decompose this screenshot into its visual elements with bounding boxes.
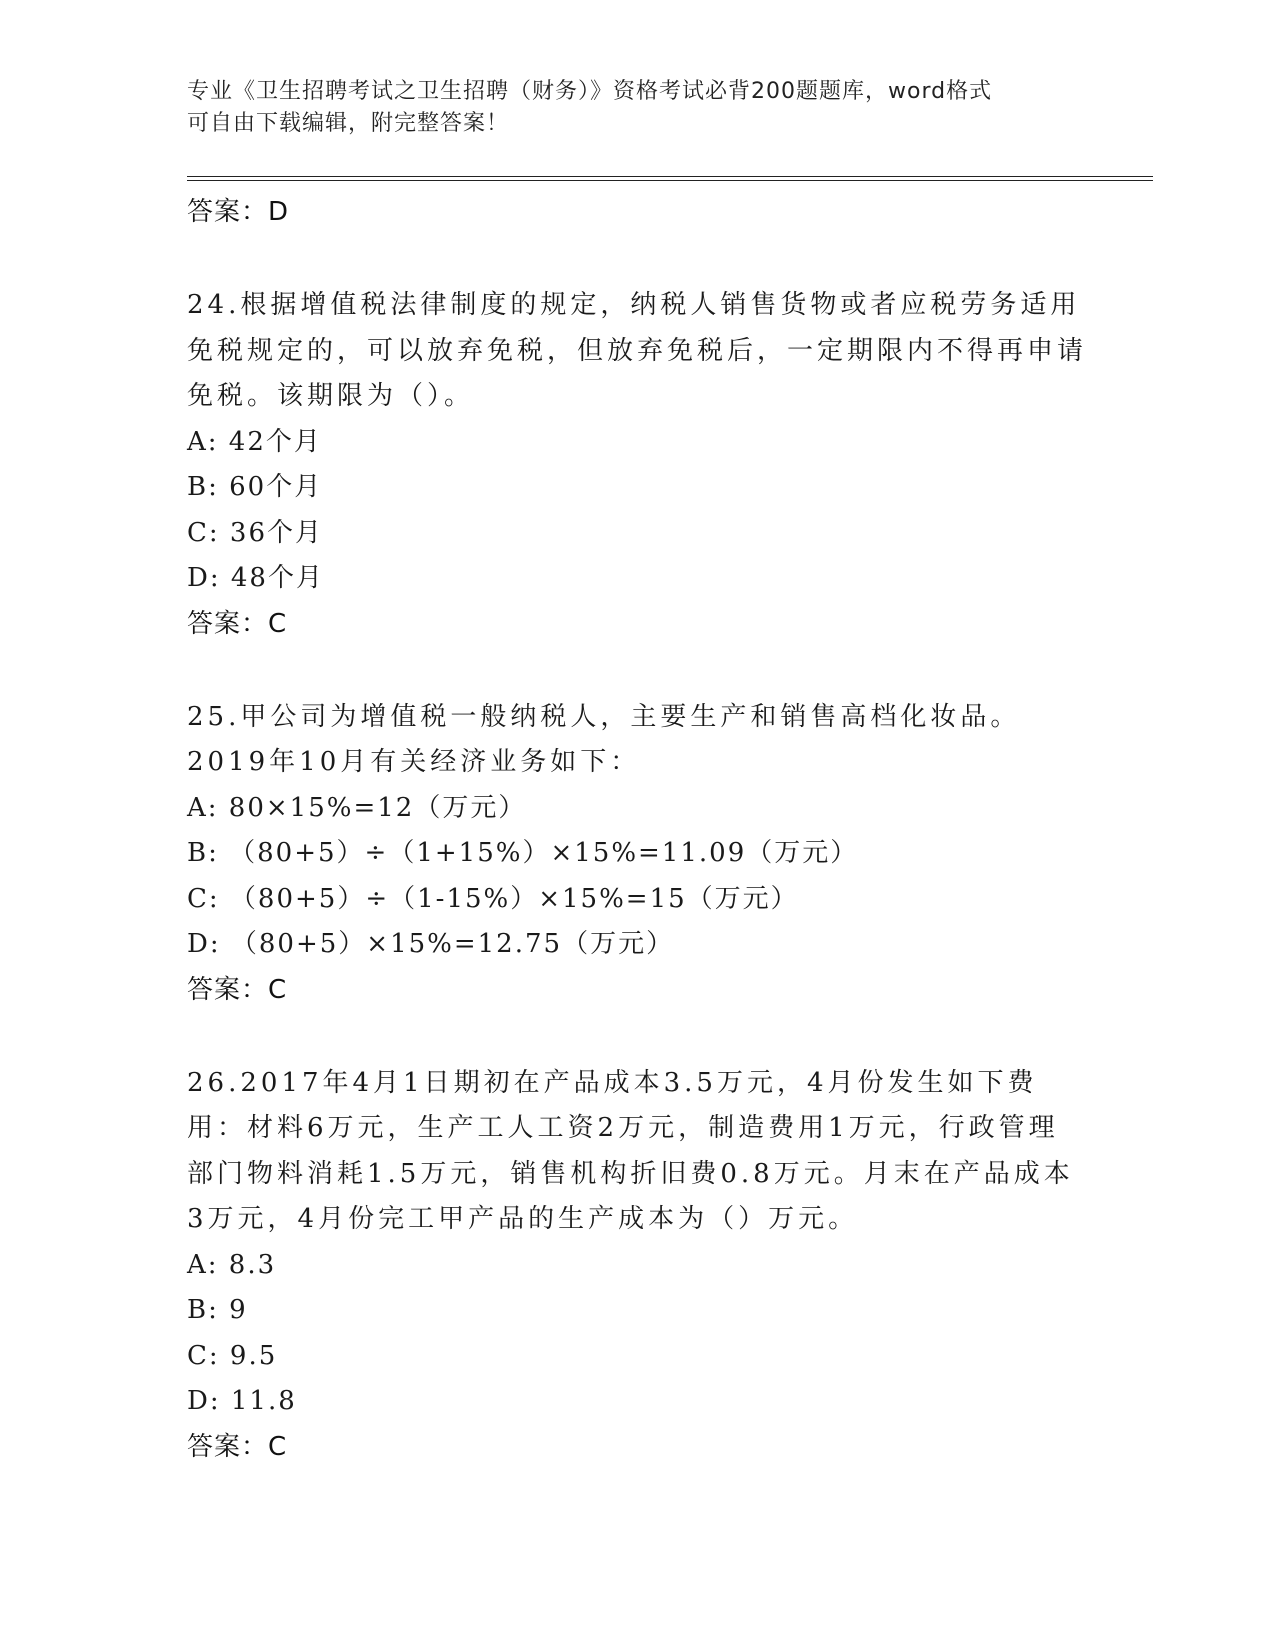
- document-header: [187, 76, 1087, 140]
- header-divider: [187, 176, 1153, 181]
- spacer: [187, 1013, 1087, 1061]
- question-answer: 答案：C: [187, 608, 288, 639]
- question-list: [187, 190, 1087, 1470]
- question-25: [187, 695, 1087, 1013]
- option-d: D: 48个月: [187, 563, 324, 593]
- option-d: D: （80+5）×15%=12.75（万元）: [187, 929, 675, 959]
- question-stem: 25.甲公司为增值税一般纳税人，主要生产和销售高档化妆品。2019年10月有关经济业务如下：: [187, 701, 1021, 777]
- option-c: C: 9.5: [187, 1340, 278, 1371]
- option-a: A: 8.3: [187, 1249, 277, 1280]
- option-a: A: 42个月: [187, 426, 322, 457]
- option-c: C: 36个月: [187, 517, 324, 548]
- header-title-line-2: 可自由下载编辑，附完整答案！: [187, 111, 510, 136]
- option-a: A: 80×15%=12（万元）: [187, 792, 527, 823]
- question-answer: 答案：C: [187, 1431, 288, 1462]
- option-b: B: （80+5）÷（1+15%）×15%=11.09（万元）: [187, 838, 859, 868]
- previous-answer: 答案：D: [187, 197, 290, 227]
- question-24: [187, 283, 1087, 647]
- question-26: [187, 1061, 1087, 1470]
- option-d: D: 11.8: [187, 1386, 297, 1416]
- option-b: B: 60个月: [187, 472, 323, 502]
- option-b: B: 9: [187, 1295, 248, 1325]
- question-answer: 答案：C: [187, 974, 288, 1005]
- option-c: C: （80+5）÷（1-15%）×15%=15（万元）: [187, 883, 799, 914]
- question-stem: 26.2017年4月1日期初在产品成本3.5万元，4月份发生如下费用：材料6万元，生产工人工资2万元，制造费用1万元，行政管理部门物料消耗1.5万元，销售机构折旧费0.8万元。月末在产品成本3万元，4月份完工甲产品的生产成本为（）万元。: [187, 1067, 1074, 1234]
- header-title-line-1: 专业《卫生招聘考试之卫生招聘（财务）》资格考试必背200题题库，word格式: [187, 79, 993, 104]
- spacer: [187, 235, 1087, 283]
- question-stem: 24.根据增值税法律制度的规定，纳税人销售货物或者应税劳务适用免税规定的，可以放弃免税，但放弃免税后，一定期限内不得再申请免税。该期限为（）。: [187, 290, 1088, 411]
- spacer: [187, 647, 1087, 695]
